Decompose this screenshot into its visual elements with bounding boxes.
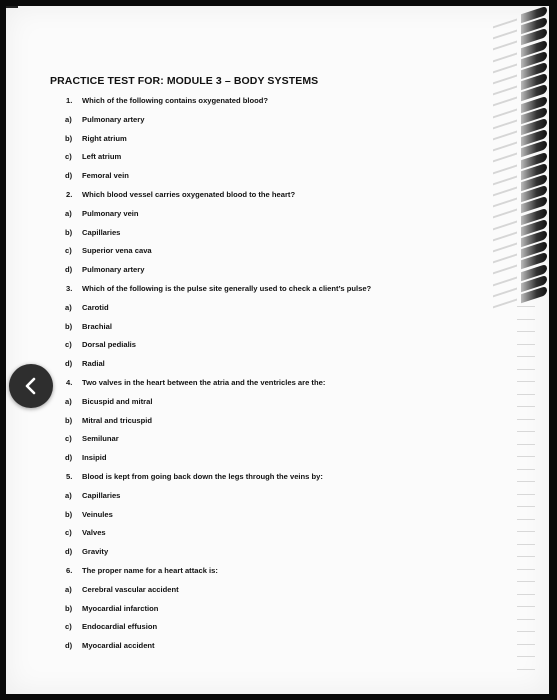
answer-option bbox=[65, 246, 480, 255]
edge-mark bbox=[517, 406, 535, 407]
option-text: Insipid bbox=[82, 453, 107, 463]
option-letter: b) bbox=[65, 509, 73, 519]
option-letter: d) bbox=[65, 453, 73, 463]
edge-mark bbox=[517, 606, 535, 607]
edge-mark bbox=[517, 581, 535, 582]
option-letter: c) bbox=[65, 340, 72, 350]
question-number: 6. bbox=[66, 565, 73, 575]
answer-option bbox=[65, 209, 480, 218]
option-letter: a) bbox=[65, 584, 72, 594]
option-letter: d) bbox=[65, 265, 73, 275]
option-letter: c) bbox=[65, 528, 72, 538]
answer-option bbox=[65, 528, 480, 537]
edge-mark bbox=[517, 356, 535, 357]
edge-mark bbox=[517, 544, 535, 545]
document-title: PRACTICE TEST FOR: MODULE 3 – BODY SYSTEMS bbox=[50, 75, 319, 87]
answer-option bbox=[65, 510, 480, 519]
answer-option bbox=[65, 604, 480, 613]
question-text: Which blood vessel carries oxygenated blood to the heart? bbox=[82, 189, 296, 199]
option-text: Cerebral vascular accident bbox=[82, 584, 179, 594]
option-letter: b) bbox=[65, 321, 73, 331]
question-number: 3. bbox=[66, 283, 73, 293]
answer-option bbox=[65, 622, 480, 631]
answer-option bbox=[65, 641, 480, 650]
option-text: Left atrium bbox=[82, 152, 122, 162]
option-text: Pulmonary artery bbox=[82, 265, 145, 275]
option-text: Capillaries bbox=[82, 227, 121, 237]
option-letter: b) bbox=[65, 415, 73, 425]
page-edge-marks bbox=[511, 306, 535, 686]
document-page bbox=[6, 6, 549, 694]
answer-option bbox=[65, 491, 480, 500]
question-number: 2. bbox=[66, 189, 73, 199]
option-letter: d) bbox=[65, 641, 73, 651]
question bbox=[66, 96, 480, 105]
option-text: Myocardial accident bbox=[82, 641, 155, 651]
answer-option bbox=[65, 359, 480, 368]
option-letter: d) bbox=[65, 171, 73, 181]
option-text: Mitral and tricuspid bbox=[82, 415, 153, 425]
edge-mark bbox=[517, 644, 535, 645]
question-number: 5. bbox=[66, 471, 73, 481]
question-text: Two valves in the heart between the atria and the ventricles are the: bbox=[82, 377, 326, 387]
option-text: Right atrium bbox=[82, 133, 127, 143]
edge-mark bbox=[517, 506, 535, 507]
edge-mark bbox=[517, 669, 535, 670]
question-text: Which of the following contains oxygenated blood? bbox=[82, 96, 269, 105]
question-list bbox=[50, 96, 480, 650]
edge-mark bbox=[517, 319, 535, 320]
edge-mark bbox=[517, 531, 535, 532]
option-letter: a) bbox=[65, 396, 72, 406]
answer-option bbox=[65, 340, 480, 349]
edge-mark bbox=[517, 481, 535, 482]
option-letter: c) bbox=[65, 246, 72, 256]
option-text: Gravity bbox=[82, 547, 109, 557]
chevron-left-icon bbox=[21, 376, 41, 396]
edge-mark bbox=[517, 381, 535, 382]
edge-mark bbox=[517, 469, 535, 470]
answer-option bbox=[65, 228, 480, 237]
answer-option bbox=[65, 171, 480, 180]
edge-mark bbox=[517, 306, 535, 307]
option-letter: d) bbox=[65, 359, 73, 369]
option-letter: c) bbox=[65, 434, 72, 444]
answer-option bbox=[65, 115, 480, 124]
option-letter: c) bbox=[65, 152, 72, 162]
edge-mark bbox=[517, 594, 535, 595]
edge-mark bbox=[517, 419, 535, 420]
option-letter: d) bbox=[65, 547, 73, 557]
question bbox=[66, 284, 480, 293]
question-number: 4. bbox=[66, 377, 73, 387]
edge-mark bbox=[517, 369, 535, 370]
question bbox=[66, 190, 480, 199]
back-button[interactable] bbox=[9, 364, 53, 408]
answer-option bbox=[65, 152, 480, 161]
answer-option bbox=[65, 547, 480, 556]
question-text: Which of the following is the pulse site generally used to check a client’s pulse? bbox=[82, 283, 372, 293]
question-number: 1. bbox=[66, 96, 73, 105]
option-text: Superior vena cava bbox=[82, 246, 152, 256]
answer-option bbox=[65, 322, 480, 331]
option-letter: b) bbox=[65, 603, 73, 613]
option-text: Endocardial effusion bbox=[82, 622, 158, 632]
option-letter: a) bbox=[65, 490, 72, 500]
option-text: Radial bbox=[82, 359, 105, 369]
edge-mark bbox=[517, 456, 535, 457]
option-text: Pulmonary artery bbox=[82, 114, 145, 124]
edge-mark bbox=[517, 656, 535, 657]
edge-mark bbox=[517, 494, 535, 495]
option-letter: c) bbox=[65, 622, 72, 632]
option-text: Brachial bbox=[82, 321, 112, 331]
edge-mark bbox=[517, 556, 535, 557]
answer-option bbox=[65, 134, 480, 143]
answer-option bbox=[65, 303, 480, 312]
edge-mark bbox=[517, 394, 535, 395]
answer-option bbox=[65, 416, 480, 425]
option-letter: a) bbox=[65, 208, 72, 218]
option-letter: b) bbox=[65, 227, 73, 237]
answer-option bbox=[65, 585, 480, 594]
question bbox=[66, 378, 480, 387]
question bbox=[66, 566, 480, 575]
edge-mark bbox=[517, 444, 535, 445]
edge-mark bbox=[517, 431, 535, 432]
option-text: Capillaries bbox=[82, 490, 121, 500]
question-text: The proper name for a heart attack is: bbox=[82, 565, 218, 575]
spiral-binding bbox=[493, 6, 549, 306]
option-text: Bicuspid and mitral bbox=[82, 396, 153, 406]
answer-option bbox=[65, 265, 480, 274]
option-text: Femoral vein bbox=[82, 171, 129, 181]
practice-test bbox=[50, 74, 480, 660]
option-text: Carotid bbox=[82, 302, 109, 312]
edge-mark bbox=[517, 619, 535, 620]
answer-option bbox=[65, 397, 480, 406]
question bbox=[66, 472, 480, 481]
answer-option bbox=[65, 453, 480, 462]
option-text: Dorsal pedialis bbox=[82, 340, 137, 350]
corner-mark bbox=[6, 6, 18, 8]
edge-mark bbox=[517, 344, 535, 345]
option-letter: b) bbox=[65, 133, 73, 143]
option-text: Veinules bbox=[82, 509, 113, 519]
edge-mark bbox=[517, 519, 535, 520]
option-text: Semilunar bbox=[82, 434, 119, 444]
option-letter: a) bbox=[65, 302, 72, 312]
question-text: Blood is kept from going back down the legs through the veins by: bbox=[82, 471, 323, 481]
edge-mark bbox=[517, 569, 535, 570]
edge-mark bbox=[517, 631, 535, 632]
option-letter: a) bbox=[65, 114, 72, 124]
answer-option bbox=[65, 434, 480, 443]
option-text: Myocardial infarction bbox=[82, 603, 159, 613]
option-text: Valves bbox=[82, 528, 106, 538]
edge-mark bbox=[517, 331, 535, 332]
option-text: Pulmonary vein bbox=[82, 208, 139, 218]
